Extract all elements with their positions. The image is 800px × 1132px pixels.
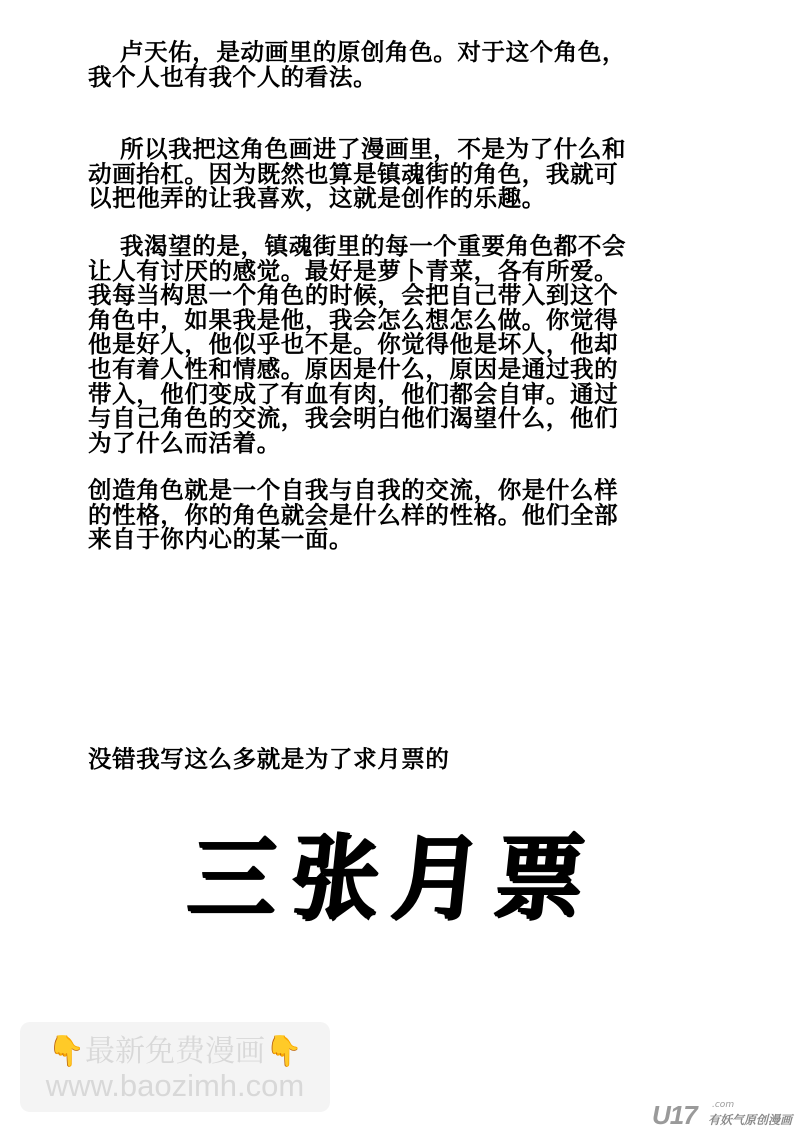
text-line: 所以我把这角色画进了漫画里，不是为了什么和 xyxy=(120,135,627,163)
text-line: 卢天佑，是动画里的原创角色。对于这个角色， xyxy=(120,38,627,66)
text-line: 与自己角色的交流，我会明白他们渴望什么，他们 xyxy=(88,404,619,433)
watermark-text: 最新免费漫画 xyxy=(85,1034,265,1069)
text-line: 为了什么而活着。 xyxy=(88,428,281,457)
text-line: 角色中，如果我是他，我会怎么想怎么做。你觉得 xyxy=(88,305,619,334)
paragraph-2 xyxy=(88,137,708,211)
text-line: 他是好人，他似乎也不是。你觉得他是坏人，他却 xyxy=(88,330,619,359)
text-line: 也有着人性和情感。原因是什么，原因是通过我的 xyxy=(88,354,619,383)
pointing-down-icon: 👇 xyxy=(265,1034,303,1069)
paragraph-1 xyxy=(88,40,708,89)
plea-text: 没错我写这么多就是为了求月票的 xyxy=(88,745,450,773)
text-line: 来自于你内心的某一面。 xyxy=(88,525,354,554)
paragraph-3 xyxy=(88,234,708,455)
watermark-line-1 xyxy=(20,1026,330,1070)
logo-tagline: 有妖气原创漫画 xyxy=(708,1113,793,1127)
calligraphy-title: 三张月票 xyxy=(183,822,604,932)
logo-brand: U17 xyxy=(652,1100,697,1130)
logo-domain: .com xyxy=(712,1100,735,1110)
text-line: 我渴望的是，镇魂街里的每一个重要角色都不会 xyxy=(120,232,627,260)
text-line: 的性格，你的角色就会是什么样的性格。他们全部 xyxy=(88,500,619,529)
pointing-down-icon: 👇 xyxy=(47,1034,85,1069)
text-line: 以把他弄的让我喜欢，这就是创作的乐趣。 xyxy=(88,184,546,213)
text-line: 带入，他们变成了有血有肉，他们都会自审。通过 xyxy=(88,379,619,408)
paragraph-4 xyxy=(88,478,708,552)
text-line: 创造角色就是一个自我与自我的交流，你是什么样 xyxy=(88,476,619,504)
watermark-url[interactable]: www.baozimh.com xyxy=(45,1068,305,1103)
text-line: 我每当构思一个角色的时候，会把自己带入到这个 xyxy=(88,281,619,310)
watermark-banner[interactable] xyxy=(20,1022,330,1112)
u17-logo xyxy=(652,1100,792,1128)
text-line: 我个人也有我个人的看法。 xyxy=(88,62,378,91)
text-line: 动画抬杠。因为既然也算是镇魂街的角色，我就可 xyxy=(88,159,619,188)
text-line: 让人有讨厌的感觉。最好是萝卜青菜，各有所爱。 xyxy=(88,256,619,285)
